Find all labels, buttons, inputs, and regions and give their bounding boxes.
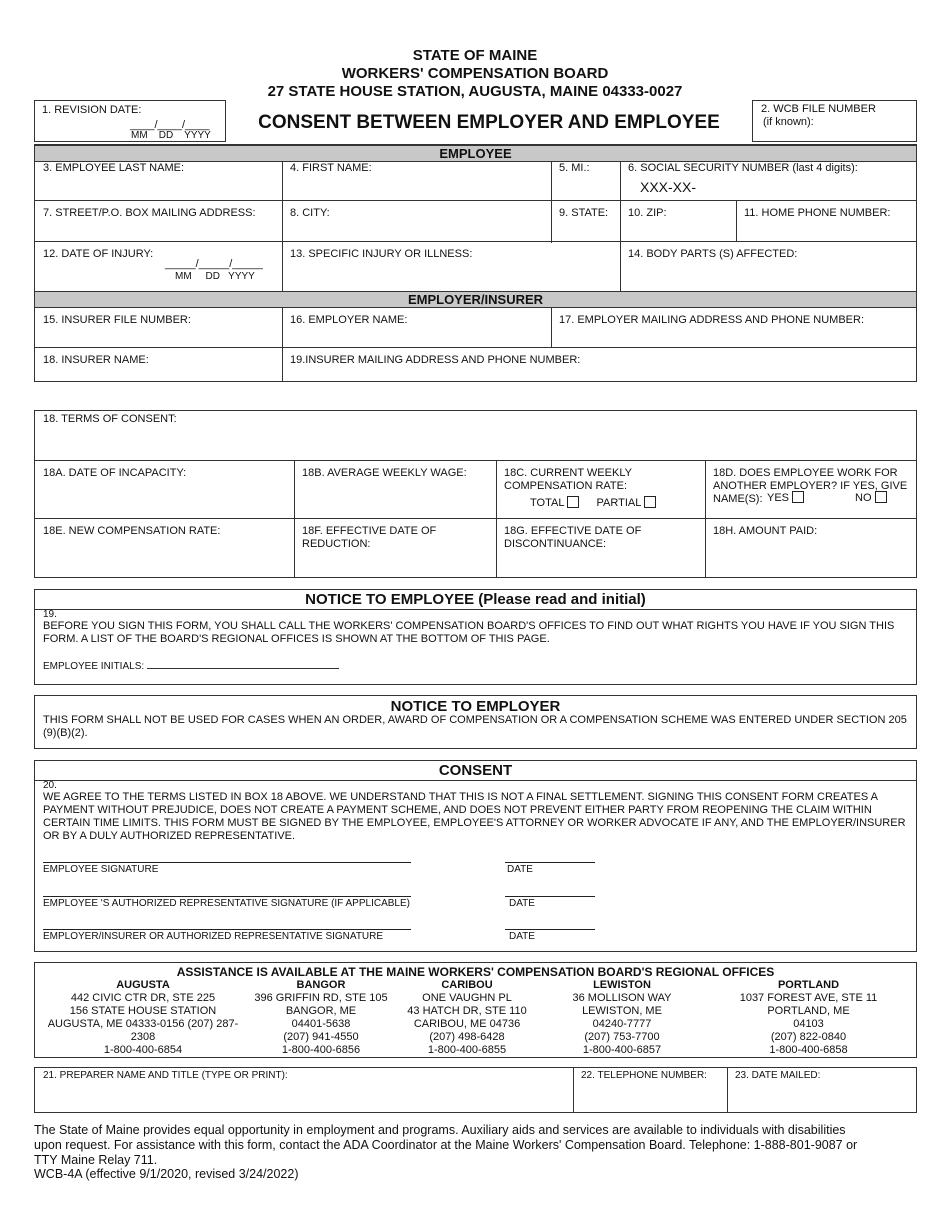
revision-date-label: 1. REVISION DATE: [42,104,142,116]
total-checkbox[interactable] [567,496,579,508]
amount-paid-label: 18H. AMOUNT PAID: [713,525,818,537]
employee-band: EMPLOYEE [35,145,916,162]
office-line: ONE VAUGHN PL [422,992,512,1004]
notice-employer-block [34,695,917,749]
office-line: 04240-7777 [592,1018,652,1030]
employer-name-field[interactable] [282,308,551,347]
city-field[interactable] [282,201,551,241]
insurer-file-number-label: 15. INSURER FILE NUMBER: [43,314,191,326]
representative-signature-field[interactable]: EMPLOYEE 'S AUTHORIZED REPRESENTATIVE SIGNATURE (IF APPLICABLE) [43,898,410,909]
office-line: 442 CIVIC CTR DR, STE 225 [70,992,216,1004]
date-of-injury-slots: _____/_____/_____ [165,258,263,270]
employee-initials-field[interactable] [43,661,339,672]
wcb-file-number-label: 2. WCB FILE NUMBER [761,103,876,115]
body-parts-field[interactable] [620,242,916,291]
ssn-prefix: XXX-XX- [640,179,697,195]
home-phone-field[interactable] [736,201,916,241]
wcb-file-number-sub: (if known): [763,116,814,128]
discontinuance-date-field[interactable] [496,519,705,577]
office-line: 1-800-400-6855 [427,1044,507,1056]
employer-signature-date[interactable]: DATE [509,931,535,942]
employee-signature-date[interactable]: DATE [507,864,533,875]
ssn-field[interactable] [620,162,916,200]
header-state: STATE OF MAINE [412,47,538,64]
office-line: (207) 498-6428 [429,1031,505,1043]
zip-label: 10. ZIP: [628,207,667,219]
employer-band: EMPLOYER/INSURER [35,291,916,308]
regional-offices-block [34,962,917,1058]
average-weekly-wage-label: 18B. AVERAGE WEEKLY WAGE: [302,467,467,479]
office-portland [701,979,916,1057]
insurer-name-label: 18. INSURER NAME: [43,354,149,366]
form-identifier: WCB-4A (effective 9/1/2020, revised 3/24/2022) [34,1167,299,1181]
partial-checkbox[interactable] [644,496,656,508]
telephone-number-label: 22. TELEPHONE NUMBER: [581,1070,707,1081]
other-employer-label: 18D. DOES EMPLOYEE WORK FOR ANOTHER EMPLOYER? IF YES, GIVE NAME(S): [713,467,908,505]
terms-of-consent-label: 18. TERMS OF CONSENT: [43,413,177,425]
notice-employer-text: THIS FORM SHALL NOT BE USED FOR CASES WHEN AN ORDER, AWARD OF COMPENSATION OR A COMPENSATION SCHEME WAS ENTERED UNDER SECTION 205 (9)(B)(2). [43,714,907,739]
discontinuance-date-label: 18G. EFFECTIVE DATE OF DISCONTINUANCE: [504,525,642,550]
office-augusta [35,979,251,1057]
office-line: 1-800-400-6854 [103,1044,183,1056]
office-line: 1-800-400-6857 [582,1044,662,1056]
representative-signature-date[interactable]: DATE [509,898,535,909]
office-line: (207) 941-4550 [283,1031,359,1043]
city-label: 8. CITY: [290,207,330,219]
average-weekly-wage-field[interactable] [294,461,496,518]
employer-name-label: 16. EMPLOYER NAME: [290,314,408,326]
office-line: 1-800-400-6856 [281,1044,361,1056]
first-name-label: 4. FIRST NAME: [290,162,372,174]
date-of-injury-format: MM DD YYYY [175,271,255,282]
office-line: BANGOR, ME [285,1005,357,1017]
office-line: LEWISTON, ME [582,1005,662,1017]
mi-label: 5. MI.: [559,162,590,174]
office-line: AUGUSTA, ME 04333-0156 (207) 287- [47,1018,239,1030]
new-rate-label: 18E. NEW COMPENSATION RATE: [43,525,221,537]
reduction-date-field[interactable] [294,519,496,577]
date-mailed-field[interactable] [727,1068,916,1112]
office-name: LEWISTON [593,979,651,991]
insurer-name-field[interactable] [35,348,282,381]
ssn-label: 6. SOCIAL SECURITY NUMBER (last 4 digits): [628,162,858,174]
state-label: 9. STATE: [559,207,609,219]
mi-field[interactable] [551,162,620,200]
notice-employee-title: NOTICE TO EMPLOYEE (Please read and initial) [305,591,646,608]
header-board: WORKERS' COMPENSATION BOARD [341,65,609,82]
revision-date-slots: ____/____/____ [130,119,210,131]
employer-address-label: 17. EMPLOYER MAILING ADDRESS AND PHONE NUMBER: [559,314,865,326]
office-lewiston [543,979,701,1057]
consent-number: 20. [43,780,57,791]
office-line: (207) 753-7700 [584,1031,660,1043]
header-address: 27 STATE HOUSE STATION, AUGUSTA, MAINE 04333-0027 [267,83,683,100]
consent-block [34,760,917,952]
date-of-incapacity-label: 18A. DATE OF INCAPACITY: [43,467,187,479]
employee-signature-field[interactable]: EMPLOYEE SIGNATURE [43,864,159,875]
preparer-name-field[interactable] [35,1068,573,1112]
zip-field[interactable] [620,201,736,241]
office-line: 2308 [130,1031,156,1043]
telephone-number-field[interactable] [573,1068,727,1112]
body-parts-label: 14. BODY PARTS (S) AFFECTED: [628,248,798,260]
specific-injury-field[interactable] [282,242,620,291]
office-line: 36 MOLLISON WAY [572,992,672,1004]
terms-of-consent-field[interactable] [35,411,916,460]
total-label: TOTAL [530,497,565,509]
office-line: 04401-5638 [291,1018,351,1030]
yes-checkbox[interactable] [792,491,804,503]
current-rate-label: 18C. CURRENT WEEKLY COMPENSATION RATE: [504,467,632,492]
office-line: PORTLAND, ME [767,1005,850,1017]
consent-text: WE AGREE TO THE TERMS LISTED IN BOX 18 ABOVE. WE UNDERSTAND THAT THIS IS NOT A FINAL SETTLEMENT. SIGNING THIS CONSENT FORM CREATES A PAYMENT WITHOUT PREJUDICE, DOES NOT CREATE A PAYMENT SCHEME, AND DOES NOT PREVENT EITHER PARTY FROM REOPENING THE CLAIM WITHIN CERTAIN TIME LIMITS. THIS FORM MUST BE SIGNED BY THE EMPLOYEE, EMPLOYEE'S ATTORNEY OR WORKER ADVOCATE IF ANY, AND THE EMPLOYER/INSURER OR BY A DULY AUTHORIZED REPRESENTATIVE. [43,791,906,842]
state-field[interactable] [551,201,620,241]
date-mailed-label: 23. DATE MAILED: [735,1070,821,1081]
current-rate-field [496,461,705,518]
preparer-name-label: 21. PREPARER NAME AND TITLE (TYPE OR PRINT): [43,1070,288,1081]
employer-address-field[interactable] [551,308,916,347]
home-phone-label: 11. HOME PHONE NUMBER: [744,207,891,219]
partial-label: PARTIAL [596,497,642,509]
regional-offices-title: ASSISTANCE IS AVAILABLE AT THE MAINE WORKERS' COMPENSATION BOARD'S REGIONAL OFFICES [176,965,775,979]
date-of-injury-field[interactable] [35,242,282,291]
insurer-file-number-field[interactable] [35,308,282,347]
specific-injury-label: 13. SPECIFIC INJURY OR ILLNESS: [290,248,473,260]
date-of-incapacity-field[interactable] [35,461,294,518]
office-name: BANGOR [296,979,346,991]
office-line: 1-800-400-6858 [769,1044,848,1056]
reduction-date-label: 18F. EFFECTIVE DATE OF REDUCTION: [302,525,437,550]
other-employer-field [705,461,916,518]
revision-date-format: MM DD YYYY [131,130,211,141]
notice-employee-block [34,589,917,685]
notice-employee-text: BEFORE YOU SIGN THIS FORM, YOU SHALL CALL THE WORKERS' COMPENSATION BOARD'S OFFICES TO FIND OUT WHAT RIGHTS YOU HAVE IF YOU SIGN THIS FORM. A LIST OF THE BOARD'S REGIONAL OFFICES IS SHOWN AT THE BOTTOM OF THIS PAGE. [43,620,895,645]
no-checkbox[interactable] [875,491,887,503]
amount-paid-field[interactable] [705,519,916,577]
form-title: CONSENT BETWEEN EMPLOYER AND EMPLOYEE [258,112,720,133]
office-line: 1037 FOREST AVE, STE 11 [739,992,878,1004]
office-caribou [391,979,543,1057]
wcb-file-number-box[interactable] [752,100,917,142]
terms-block [34,410,917,578]
employer-signature-field[interactable]: EMPLOYER/INSURER OR AUTHORIZED REPRESENTATIVE SIGNATURE [43,931,384,942]
first-name-field[interactable] [282,162,551,200]
office-line: 04103 [793,1018,824,1030]
office-line: (207) 822-0840 [770,1031,847,1043]
revision-date-box[interactable] [34,100,226,142]
office-name: CARIBOU [441,979,493,991]
insurer-address-label: 19.INSURER MAILING ADDRESS AND PHONE NUMBER: [290,354,581,366]
preparer-block [34,1067,917,1113]
office-line: 396 GRIFFIN RD, STE 105 [254,992,388,1004]
office-bangor [251,979,391,1057]
office-name: PORTLAND [777,979,840,991]
office-line: 156 STATE HOUSE STATION [69,1005,217,1017]
notice-employer-title: NOTICE TO EMPLOYER [390,698,561,715]
employee-initials-line [147,668,339,669]
new-rate-field[interactable] [35,519,294,577]
employee-last-name-field[interactable] [35,162,282,200]
office-name: AUGUSTA [116,979,170,991]
no-label: NO [855,492,872,504]
equal-opportunity-statement: The State of Maine provides equal opportunity in employment and programs. Auxiliary aids and services are available to individuals with disabilities upon request. For assistance with this form, contact the ADA Coordinator at the Maine Workers' Compensation Board. Telephone: 1-888-801-9087 or TTY Maine Relay 711. [34,1123,858,1167]
employee-employer-block [34,144,917,382]
date-of-injury-label: 12. DATE OF INJURY: [43,248,154,260]
office-line: CARIBOU, ME 04736 [413,1018,521,1030]
notice-employee-number: 19. [43,609,57,620]
insurer-address-field[interactable] [282,348,916,381]
employee-initials-label: EMPLOYEE INITIALS: [43,661,145,672]
yes-label: YES [767,492,790,504]
employee-last-name-label: 3. EMPLOYEE LAST NAME: [43,162,185,174]
street-address-field[interactable] [35,201,282,241]
office-line: 43 HATCH DR, STE 110 [407,1005,527,1017]
consent-title: CONSENT [438,762,513,779]
street-address-label: 7. STREET/P.O. BOX MAILING ADDRESS: [43,207,256,219]
